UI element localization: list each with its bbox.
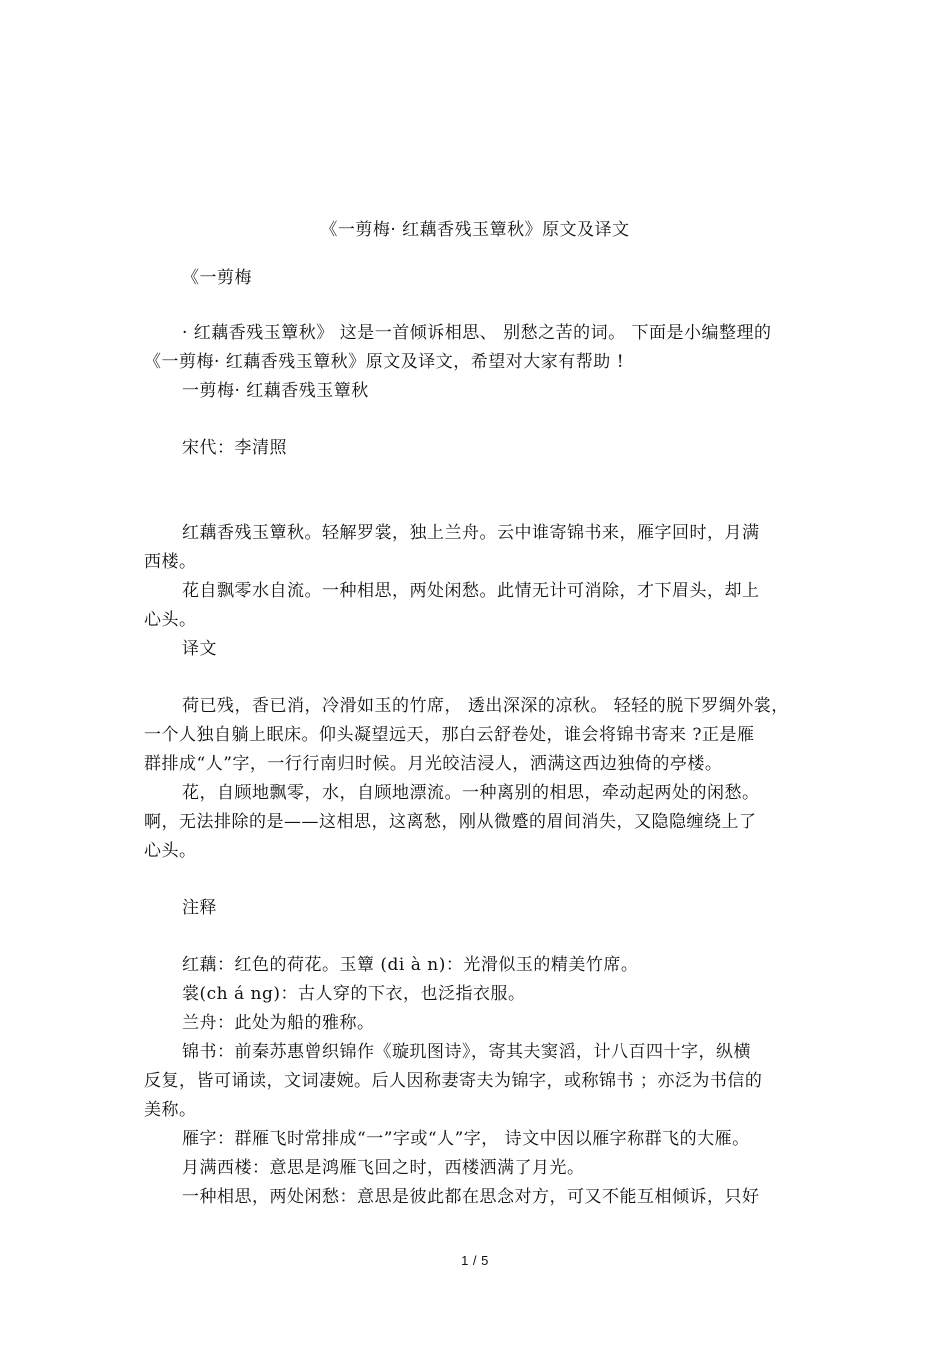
text-line: 裳(ch á ng)：古人穿的下衣，也泛指衣服。 [182, 984, 526, 1004]
document-title: 《一剪梅· 红藕香残玉簟秋》原文及译文 [320, 220, 630, 240]
text-line: 红藕：红色的荷花。玉簟 (di à n)：光滑似玉的精美竹席。 [182, 955, 639, 975]
text-line: 心头。 [144, 841, 197, 861]
text-line: 一个人独自躺上眠床。仰头凝望远天，那白云舒卷处，谁会将锦书寄来 ?正是雁 [144, 725, 755, 745]
text-line: 红藕香残玉簟秋。轻解罗裳，独上兰舟。云中谁寄锦书来，雁字回时，月满 [182, 523, 760, 543]
text-line: 月满西楼：意思是鸿雁飞回之时，西楼洒满了月光。 [182, 1158, 585, 1178]
text-line: 荷已残，香已消，冷滑如玉的竹席， 透出深深的凉秋。 轻轻的脱下罗绸外裳， [182, 696, 789, 716]
text-line: 心头。 [144, 610, 197, 630]
text-line: 《一剪梅· 红藕香残玉簟秋》原文及译文，希望对大家有帮助 ! [144, 352, 625, 372]
text-line: 群排成“人”字，一行行南归时候。月光皎洁浸人，洒满这西边独倚的亭楼。 [144, 754, 723, 774]
text-line: 《一剪梅 [182, 268, 252, 288]
page-number: 1 / 5 [461, 1253, 489, 1268]
text-line: 兰舟：此处为船的雅称。 [182, 1013, 375, 1033]
text-line: 一剪梅· 红藕香残玉簟秋 [182, 381, 369, 401]
section-heading: 译文 [182, 639, 217, 659]
section-heading: 注释 [182, 898, 217, 918]
text-line: 美称。 [144, 1100, 197, 1120]
text-line: 一种相思，两处闲愁：意思是彼此都在思念对方，可又不能互相倾诉，只好 [182, 1187, 760, 1207]
text-line: 西楼。 [144, 552, 197, 572]
text-line: · 红藕香残玉簟秋》 这是一首倾诉相思、 别愁之苦的词。 下面是小编整理的 [182, 323, 772, 343]
text-line: 宋代：李清照 [182, 438, 287, 458]
text-line: 花自飘零水自流。一种相思，两处闲愁。此情无计可消除，才下眉头，却上 [182, 581, 760, 601]
text-line: 啊，无法排除的是——这相思，这离愁，刚从微蹙的眉间消失，又隐隐缠绕上了 [144, 812, 757, 832]
text-line: 花，自顾地飘零，水，自顾地漂流。一种离别的相思，牵动起两处的闲愁。 [182, 783, 760, 803]
text-line: 锦书：前秦苏惠曾织锦作《璇玑图诗》，寄其夫窦滔，计八百四十字，纵横 [182, 1042, 751, 1062]
text-line: 雁字：群雁飞时常排成“一”字或“人”字， 诗文中因以雁字称群飞的大雁。 [182, 1129, 750, 1149]
text-line: 反复，皆可诵读，文词凄婉。后人因称妻寄夫为锦字，或称锦书 ；亦泛为书信的 [144, 1071, 763, 1091]
